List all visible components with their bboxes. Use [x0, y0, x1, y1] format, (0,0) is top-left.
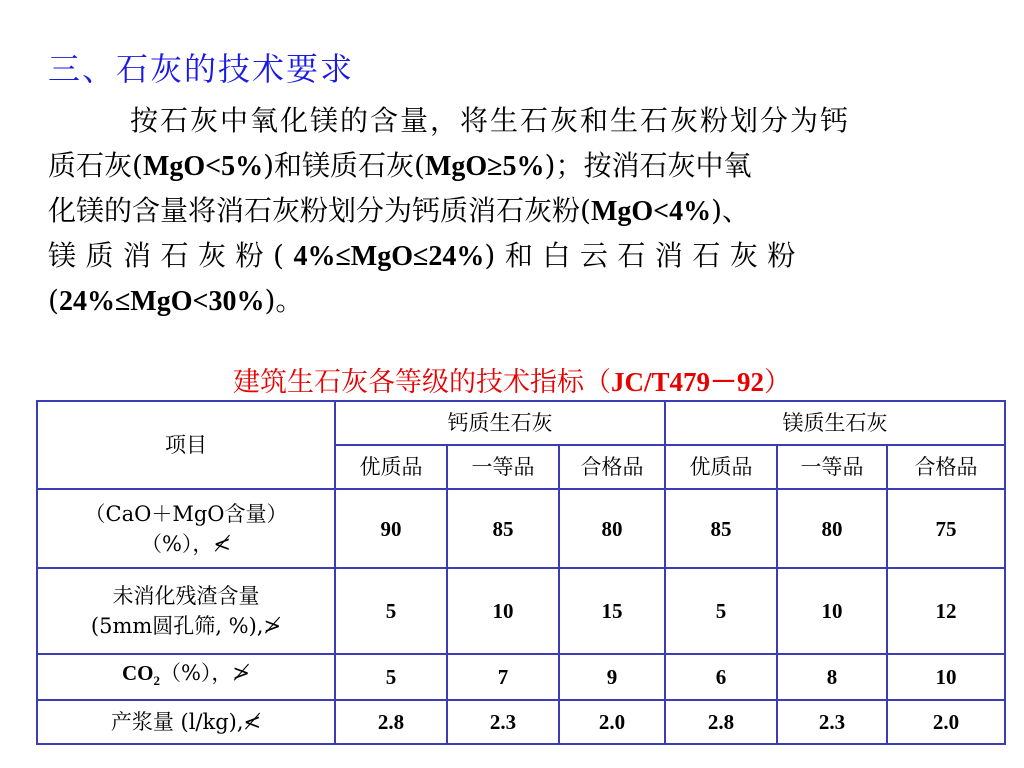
paragraph-line-4: 镁质消石灰粉(4%≤MgO≤24%)和白云石消石灰粉 [48, 239, 805, 272]
table-cell: 2.8 [665, 700, 777, 744]
table-row [37, 489, 1005, 568]
table-cell: 10 [447, 568, 559, 654]
paragraph-line-5: (24%≤MgO<30%)。 [48, 284, 304, 317]
grade-header: 优质品 [335, 445, 447, 489]
grade-header: 一等品 [447, 445, 559, 489]
table-cell: 2.3 [447, 700, 559, 744]
header-group-magnesium: 镁质生石灰 [665, 401, 1005, 445]
table-cell: 12 [887, 568, 1005, 654]
section-heading: 三、石灰的技术要求 [48, 50, 355, 88]
table-cell: 80 [777, 489, 887, 568]
paragraph-line-2: 质石灰(MgO<5%)和镁质石灰(MgO≥5%)；按消石灰中氧 [48, 149, 752, 182]
paragraph-line-1: 按石灰中氧化镁的含量，将生石灰和生石灰粉划分为钙 [130, 104, 851, 137]
grade-header: 合格品 [559, 445, 665, 489]
table-cell: 7 [447, 654, 559, 700]
table-cell: 9 [559, 654, 665, 700]
table-title: 建筑生石灰各等级的技术指标（JC/T479－92） [232, 367, 791, 398]
table-cell: 6 [665, 654, 777, 700]
table-cell: 8 [777, 654, 887, 700]
grade-header: 优质品 [665, 445, 777, 489]
table-cell: 2.3 [777, 700, 887, 744]
header-group-calcium: 钙质生石灰 [335, 401, 665, 445]
table-cell: 2.8 [335, 700, 447, 744]
table-row [37, 568, 1005, 654]
table-cell: 80 [559, 489, 665, 568]
paragraph-line-3: 化镁的含量将消石灰粉划分为钙质消石灰粉(MgO<4%)、 [48, 194, 751, 227]
row-label: $CO_2(\%)$，≯ [37, 654, 335, 700]
table-cell: 85 [447, 489, 559, 568]
row-label: 未消化残渣含量 (5mm圆孔筛, %),≯ [37, 568, 335, 654]
table-row [37, 700, 1005, 744]
table-cell: 5 [335, 654, 447, 700]
table-row [37, 654, 1005, 700]
table-cell: 10 [777, 568, 887, 654]
table-cell: 2.0 [559, 700, 665, 744]
table-cell: 85 [665, 489, 777, 568]
table-cell: 5 [665, 568, 777, 654]
table-cell: 75 [887, 489, 1005, 568]
spec-table [36, 400, 1006, 745]
table-cell: 15 [559, 568, 665, 654]
table-cell: 90 [335, 489, 447, 568]
header-item: 项目 [37, 401, 335, 489]
grade-header: 一等品 [777, 445, 887, 489]
table-cell: 5 [335, 568, 447, 654]
body-paragraph [48, 98, 988, 323]
table-cell: 10 [887, 654, 1005, 700]
table-header-row [37, 401, 1005, 445]
row-label: 产浆量 (l/kg),≮ [37, 700, 335, 744]
row-label: （CaO＋MgO含量） （%），≮ [37, 489, 335, 568]
grade-header: 合格品 [887, 445, 1005, 489]
table-cell: 2.0 [887, 700, 1005, 744]
